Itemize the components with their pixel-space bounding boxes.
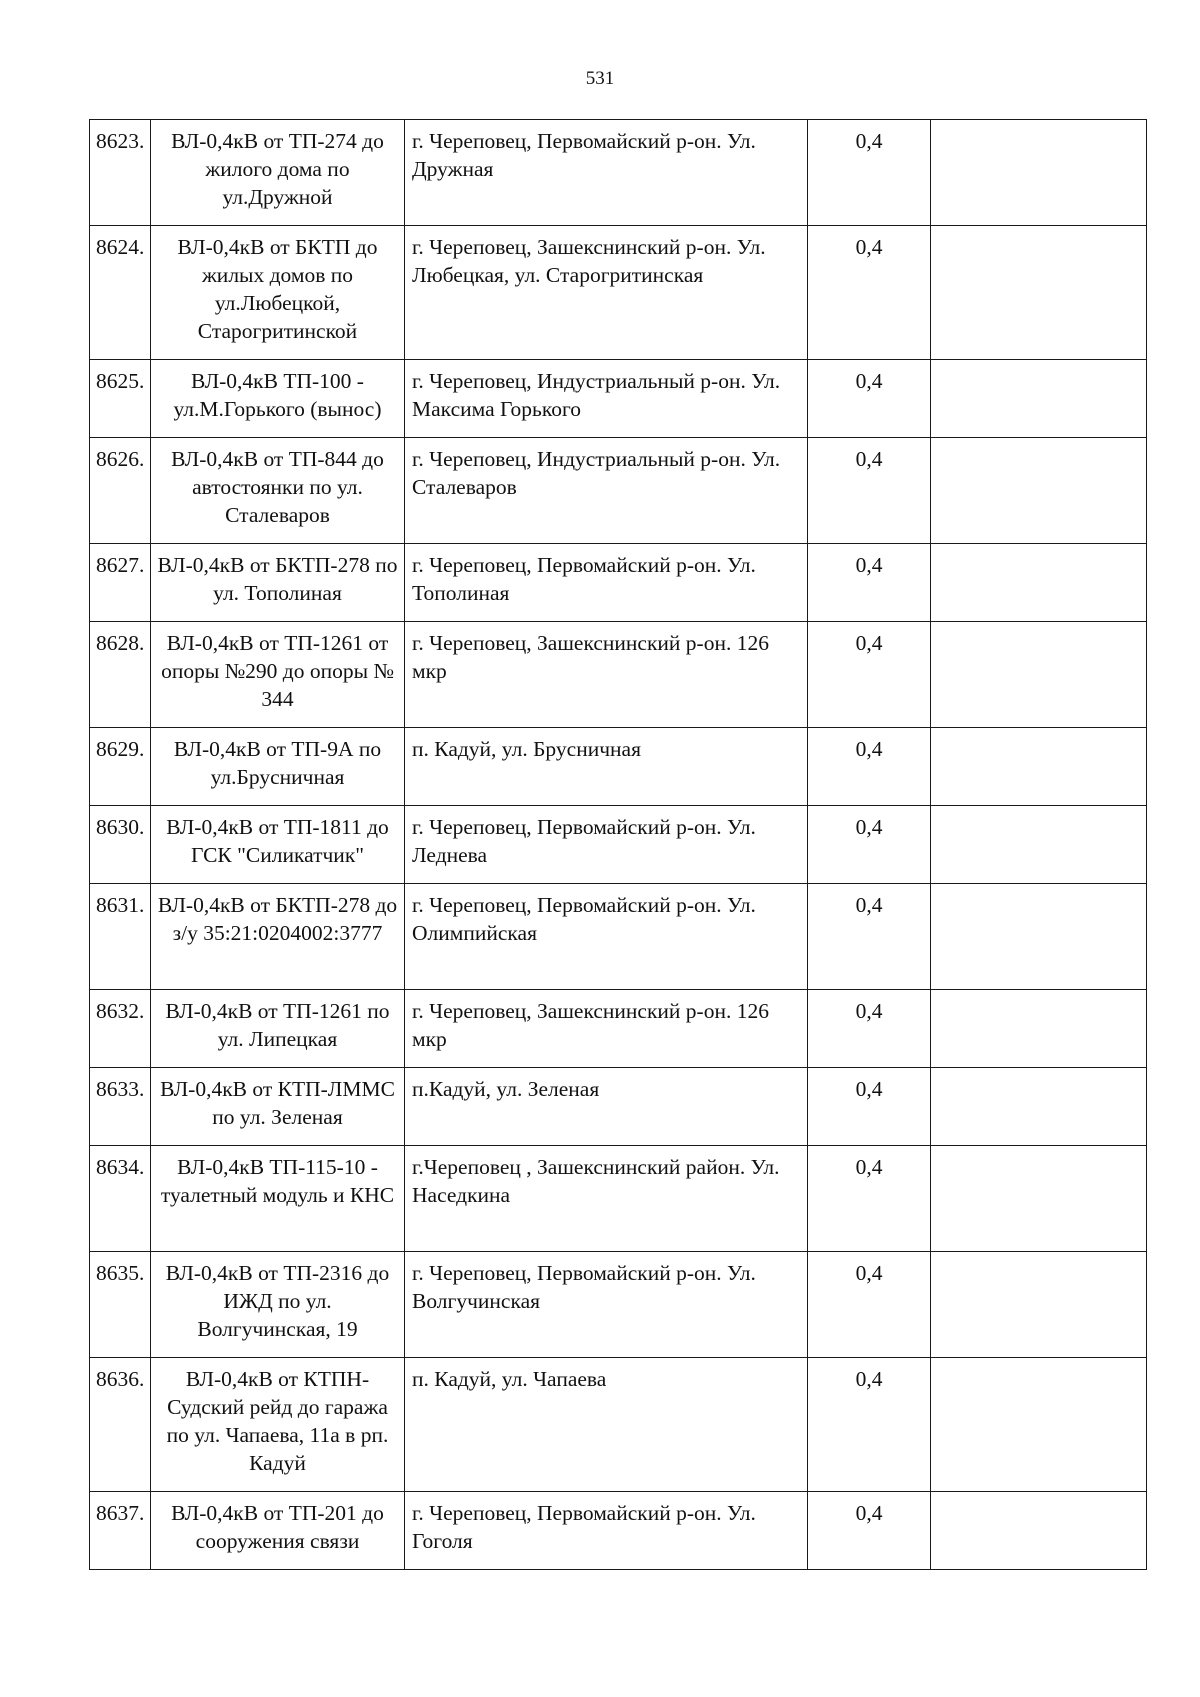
line-name: ВЛ-0,4кВ ТП-100 - ул.М.Горького (вынос) [151, 360, 405, 438]
table-row [90, 1146, 1147, 1252]
row-number: 8629. [90, 728, 151, 806]
line-name: ВЛ-0,4кВ от БКТП-278 до з/у 35:21:0204002:3777 [151, 884, 405, 990]
note-cell [931, 728, 1147, 806]
line-address: п. Кадуй, ул. Брусничная [405, 728, 808, 806]
line-address: г. Череповец, Зашекснинский р-он. 126 мкр [405, 990, 808, 1068]
table-body [90, 120, 1147, 1570]
note-cell [931, 226, 1147, 360]
registry-table [89, 119, 1147, 1570]
table-row [90, 622, 1147, 728]
line-name: ВЛ-0,4кВ от ТП-2316 до ИЖД по ул. Волгучинская, 19 [151, 1252, 405, 1358]
note-cell [931, 1146, 1147, 1252]
row-number: 8628. [90, 622, 151, 728]
voltage-value: 0,4 [808, 884, 931, 990]
row-number: 8630. [90, 806, 151, 884]
line-address: г. Череповец, Первомайский р-он. Ул. Волгучинская [405, 1252, 808, 1358]
table-row [90, 360, 1147, 438]
note-cell [931, 1068, 1147, 1146]
page-number: 531 [585, 68, 615, 89]
line-name: ВЛ-0,4кВ от КТПН-Судский рейд до гаража по ул. Чапаева, 11а в рп. Кадуй [151, 1358, 405, 1492]
note-cell [931, 120, 1147, 226]
note-cell [931, 438, 1147, 544]
row-number: 8624. [90, 226, 151, 360]
row-number: 8625. [90, 360, 151, 438]
table-row [90, 226, 1147, 360]
line-name: ВЛ-0,4кВ от ТП-9А по ул.Брусничная [151, 728, 405, 806]
row-number: 8627. [90, 544, 151, 622]
row-number: 8631. [90, 884, 151, 990]
line-name: ВЛ-0,4кВ от КТП-ЛММС по ул. Зеленая [151, 1068, 405, 1146]
line-name: ВЛ-0,4кВ от ТП-1811 до ГСК "Силикатчик" [151, 806, 405, 884]
note-cell [931, 990, 1147, 1068]
row-number: 8632. [90, 990, 151, 1068]
row-number: 8637. [90, 1492, 151, 1570]
line-address: г. Череповец, Первомайский р-он. Ул. Гоголя [405, 1492, 808, 1570]
voltage-value: 0,4 [808, 1252, 931, 1358]
voltage-value: 0,4 [808, 120, 931, 226]
line-address: г. Череповец, Зашекснинский р-он. 126 мкр [405, 622, 808, 728]
line-address: г. Череповец, Индустриальный р-он. Ул. Сталеваров [405, 438, 808, 544]
line-address: г. Череповец, Первомайский р-он. Ул. Дружная [405, 120, 808, 226]
line-address: г. Череповец, Первомайский р-он. Ул. Тополиная [405, 544, 808, 622]
line-name: ВЛ-0,4кВ от ТП-201 до сооружения связи [151, 1492, 405, 1570]
line-name: ВЛ-0,4кВ ТП-115-10 - туалетный модуль и КНС [151, 1146, 405, 1252]
table-row [90, 1252, 1147, 1358]
line-name: ВЛ-0,4кВ от ТП-274 до жилого дома по ул.Дружной [151, 120, 405, 226]
line-name: ВЛ-0,4кВ от БКТП до жилых домов по ул.Любецкой, Старогритинской [151, 226, 405, 360]
voltage-value: 0,4 [808, 544, 931, 622]
line-address: г. Череповец, Индустриальный р-он. Ул. Максима Горького [405, 360, 808, 438]
line-address: г.Череповец , Зашекснинский район. Ул. Наседкина [405, 1146, 808, 1252]
table-row [90, 884, 1147, 990]
voltage-value: 0,4 [808, 1358, 931, 1492]
note-cell [931, 544, 1147, 622]
voltage-value: 0,4 [808, 728, 931, 806]
table-row [90, 120, 1147, 226]
voltage-value: 0,4 [808, 1068, 931, 1146]
line-address: г. Череповец, Первомайский р-он. Ул. Олимпийская [405, 884, 808, 990]
line-name: ВЛ-0,4кВ от ТП-1261 от опоры №290 до опоры № 344 [151, 622, 405, 728]
table-row [90, 1358, 1147, 1492]
line-address: п.Кадуй, ул. Зеленая [405, 1068, 808, 1146]
note-cell [931, 806, 1147, 884]
voltage-value: 0,4 [808, 438, 931, 544]
table-row [90, 1492, 1147, 1570]
note-cell [931, 622, 1147, 728]
row-number: 8634. [90, 1146, 151, 1252]
row-number: 8633. [90, 1068, 151, 1146]
line-address: г. Череповец, Первомайский р-он. Ул. Леднева [405, 806, 808, 884]
row-number: 8636. [90, 1358, 151, 1492]
voltage-value: 0,4 [808, 806, 931, 884]
voltage-value: 0,4 [808, 360, 931, 438]
row-number: 8623. [90, 120, 151, 226]
row-number: 8626. [90, 438, 151, 544]
voltage-value: 0,4 [808, 226, 931, 360]
table-row [90, 544, 1147, 622]
note-cell [931, 1252, 1147, 1358]
line-name: ВЛ-0,4кВ от ТП-844 до автостоянки по ул. Сталеваров [151, 438, 405, 544]
line-name: ВЛ-0,4кВ от БКТП-278 по ул. Тополиная [151, 544, 405, 622]
line-name: ВЛ-0,4кВ от ТП-1261 по ул. Липецкая [151, 990, 405, 1068]
table-row [90, 438, 1147, 544]
table-row [90, 728, 1147, 806]
note-cell [931, 1358, 1147, 1492]
voltage-value: 0,4 [808, 1146, 931, 1252]
line-address: п. Кадуй, ул. Чапаева [405, 1358, 808, 1492]
line-address: г. Череповец, Зашекснинский р-он. Ул. Любецкая, ул. Старогритинская [405, 226, 808, 360]
table-row [90, 1068, 1147, 1146]
note-cell [931, 884, 1147, 990]
note-cell [931, 1492, 1147, 1570]
voltage-value: 0,4 [808, 1492, 931, 1570]
row-number: 8635. [90, 1252, 151, 1358]
table-row [90, 990, 1147, 1068]
note-cell [931, 360, 1147, 438]
voltage-value: 0,4 [808, 622, 931, 728]
table-row [90, 806, 1147, 884]
voltage-value: 0,4 [808, 990, 931, 1068]
